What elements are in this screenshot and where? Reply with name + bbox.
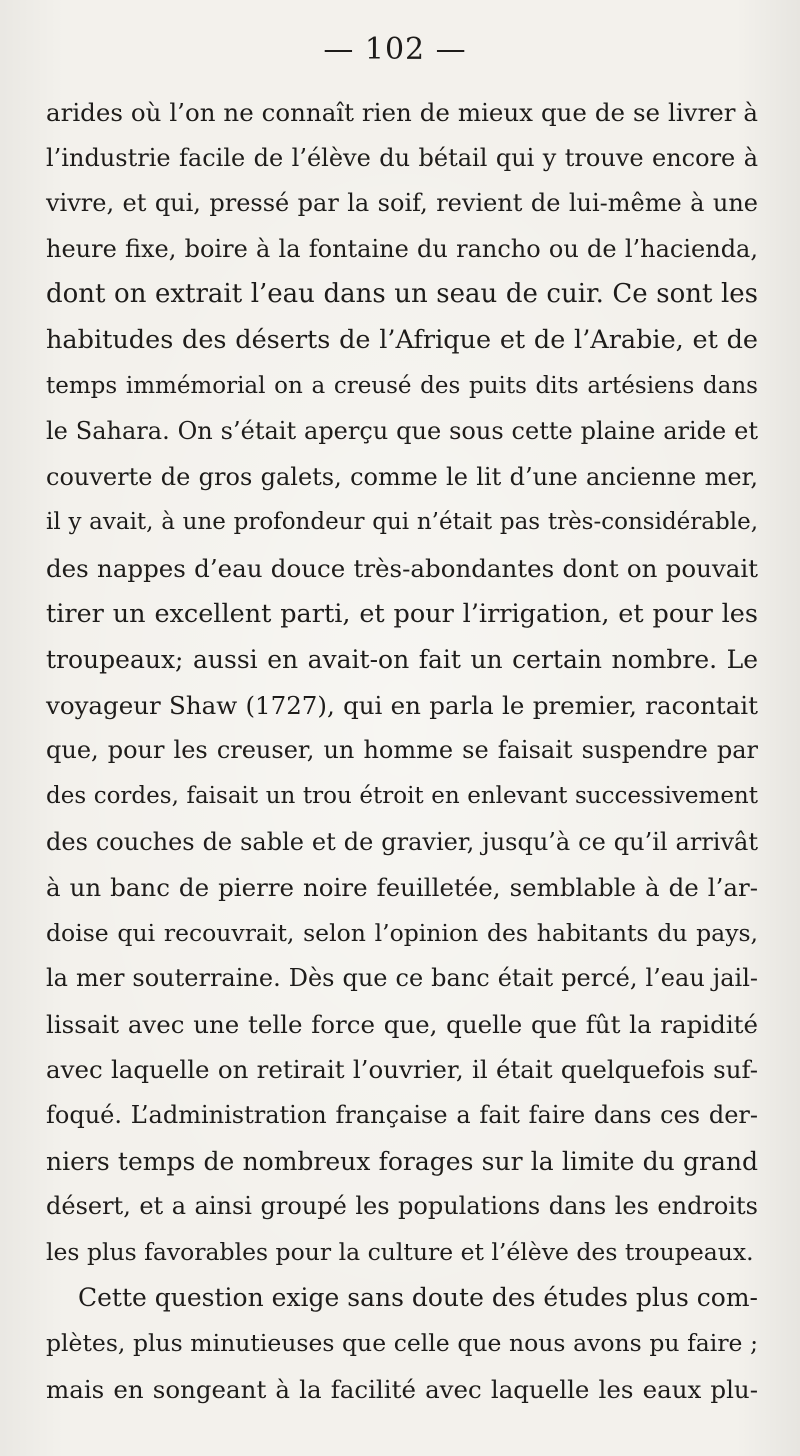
text-line: temps immémorial on a creusé des puits dits artésiens dans (46, 372, 758, 399)
text-line: désert, et a ainsi groupé les populations dans les endroits (46, 1192, 758, 1221)
paragraph (46, 90, 758, 1275)
text-line: Cette question exige sans doute des études plus com- (78, 1283, 758, 1313)
text-line: que, pour les creuser, un homme se faisait suspendre par (46, 736, 758, 765)
page-number: — 102 — (323, 32, 467, 67)
text-line: dont on extrait l’eau dans un seau de cuir. Ce sont les (46, 279, 758, 310)
text-line: la mer souterraine. Dès que ce banc était percé, l’eau jail- (46, 964, 758, 993)
text-line: des couches de sable et de gravier, jusqu’à ce qu’il arrivât (46, 827, 758, 856)
text-line: le Sahara. On s’était aperçu que sous cette plaine aride et (46, 417, 758, 446)
paragraph (46, 1275, 758, 1412)
text-line: arides où l’on ne connaît rien de mieux que de se livrer à (46, 98, 758, 127)
text-line: doise qui recouvrait, selon l’opinion des habitants du pays, (46, 918, 758, 947)
text-line: à un banc de pierre noire feuilletée, semblable à de l’ar- (46, 873, 758, 903)
text-line: vivre, et qui, pressé par la soif, revient de lui-même à une (46, 189, 758, 218)
text-line: troupeaux; aussi en avait-on fait un certain nombre. Le (46, 645, 758, 675)
text-line: couverte de gros galets, comme le lit d’une ancienne mer, (46, 462, 758, 491)
text-line: niers temps de nombreux forages sur la limite du grand (46, 1146, 758, 1176)
text-line: l’industrie facile de l’élève du bétail qui y trouve encore à (46, 143, 758, 172)
text-line: voyageur Shaw (1727), qui en parla le premier, racontait (46, 690, 758, 720)
text-line: mais en songeant à la facilité avec laquelle les eaux plu- (46, 1374, 758, 1404)
text-line: habitudes des déserts de l’Afrique et de l’Arabie, et de (46, 324, 758, 355)
text-line: tirer un excellent parti, et pour l’irrigation, et pour les (46, 598, 758, 629)
text-line: foqué. L’administration française a fait faire dans ces der- (46, 1101, 758, 1130)
text-line: plètes, plus minutieuses que celle que nous avons pu faire ; (46, 1329, 758, 1358)
body-text (46, 90, 758, 1412)
text-line: des nappes d’eau douce très-abondantes dont on pouvait (46, 553, 758, 583)
text-line: des cordes, faisait un trou étroit en enlevant successivement (46, 782, 758, 809)
text-line: avec laquelle on retirait l’ouvrier, il était quelquefois suf- (46, 1055, 758, 1085)
text-line: les plus favorables pour la culture et l’élève des troupeaux. (46, 1237, 754, 1266)
text-line: heure fixe, boire à la fontaine du rancho ou de l’hacienda, (46, 234, 758, 263)
text-line: lissait avec une telle force que, quelle que fût la rapidité (46, 1009, 758, 1039)
text-line: il y avait, à une profondeur qui n’était pas très-considérable, (46, 509, 758, 536)
